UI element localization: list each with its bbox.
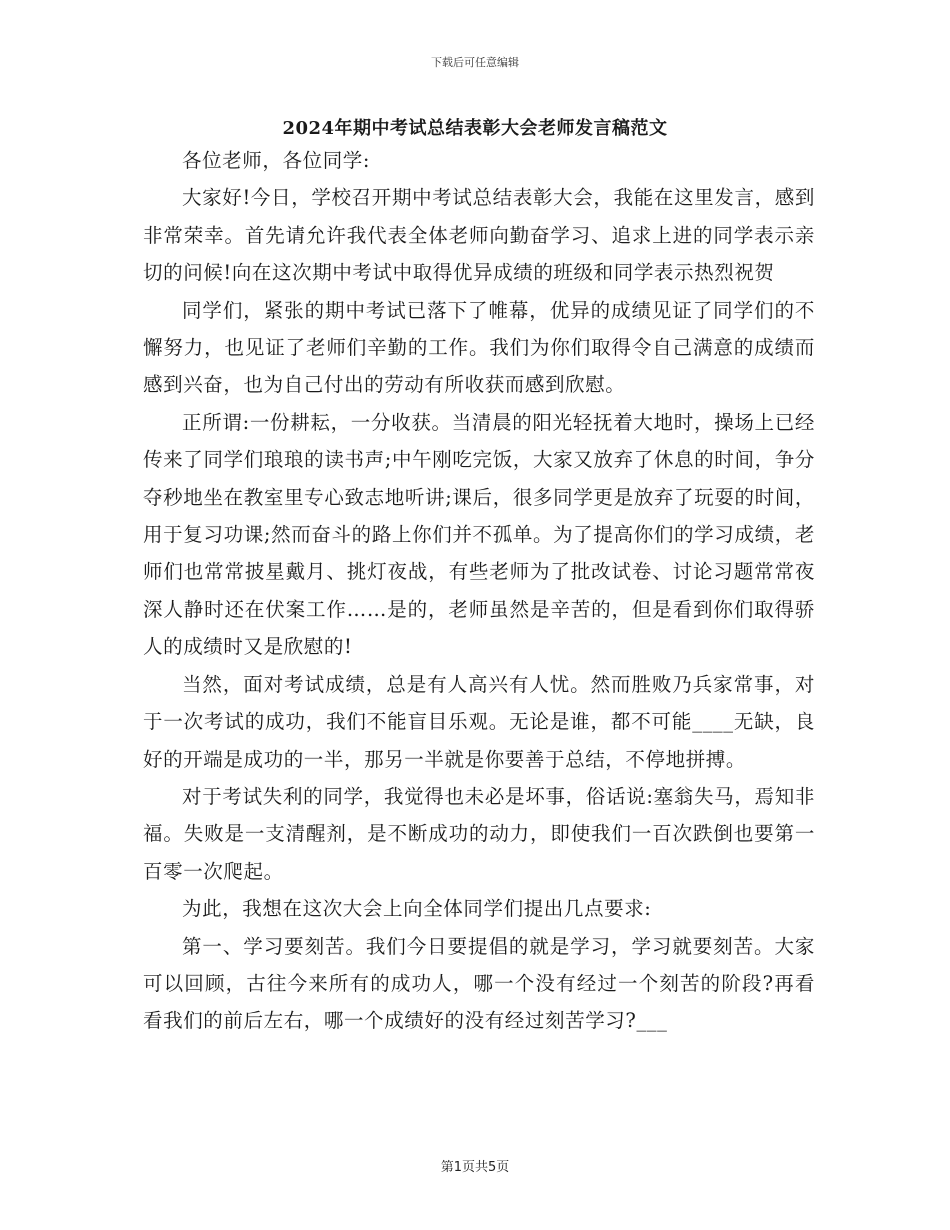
- paragraph-results: 同学们，紧张的期中考试已落下了帷幕，优异的成绩见证了同学们的不懈努力，也见证了老师们辛勤的工作。我们为你们取得令自己满意的成绩而感到兴奋，也为自己付出的劳动有所收获而感到欣慰。: [143, 298, 815, 397]
- document-body: [143, 142, 815, 1040]
- paragraph-opening: 大家好!今日，学校召开期中考试总结表彰大会，我能在这里发言，感到非常荣幸。首先请允许我代表全体老师向勤奋学习、追求上进的同学表示亲切的问候!向在这次期中考试中取得优异成绩的班级和同学表示热烈祝贺: [143, 186, 815, 285]
- paragraph-requirements-intro: 为此，我想在这次大会上向全体同学们提出几点要求:: [182, 897, 652, 921]
- paragraph-outlook: 当然，面对考试成绩，总是有人高兴有人忧。然而胜败乃兵家常事，对于一次考试的成功，我们不能盲目乐观。无论是谁，都不可能____无缺，良好的开端是成功的一半，那另一半就是你要善于总结，不停地拼搏。: [143, 672, 815, 771]
- page-number: 第1页共5页: [440, 1160, 510, 1175]
- paragraph-effort: 正所谓:一份耕耘，一分收获。当清晨的阳光轻抚着大地时，操场上已经传来了同学们琅琅的读书声;中午刚吃完饭，大家又放弃了休息的时间，争分夺秒地坐在教室里专心致志地听讲;课后，很多同学更是放弃了玩耍的时间，用于复习功课;然而奋斗的路上你们并不孤单。为了提高你们的学习成绩，老师们也常常披星戴月、挑灯夜战，有些老师为了批改试卷、讨论习题常常夜深人静时还在伏案工作……是的，老师虽然是辛苦的，但是看到你们取得骄人的成绩时又是欣慰的!: [143, 410, 815, 659]
- paragraph-setback: 对于考试失利的同学，我觉得也未必是坏事，俗话说:塞翁失马，焉知非福。失败是一支清醒剂，是不断成功的动力，即使我们一百次跌倒也要第一百零一次爬起。: [143, 784, 815, 883]
- paragraph-greeting: 各位老师，各位同学:: [182, 149, 371, 172]
- page-header-note: 下载后可任意编辑: [431, 56, 519, 69]
- document-title: 2024年期中考试总结表彰大会老师发言稿范文: [282, 118, 668, 139]
- paragraph-requirement-one: 第一、学习要刻苦。我们今日要提倡的就是学习，学习就要刻苦。大家可以回顾，古往今来所有的成功人，哪一个没有经过一个刻苦的阶段?再看看我们的前后左右，哪一个成绩好的没有经过刻苦学习?___: [143, 934, 815, 1033]
